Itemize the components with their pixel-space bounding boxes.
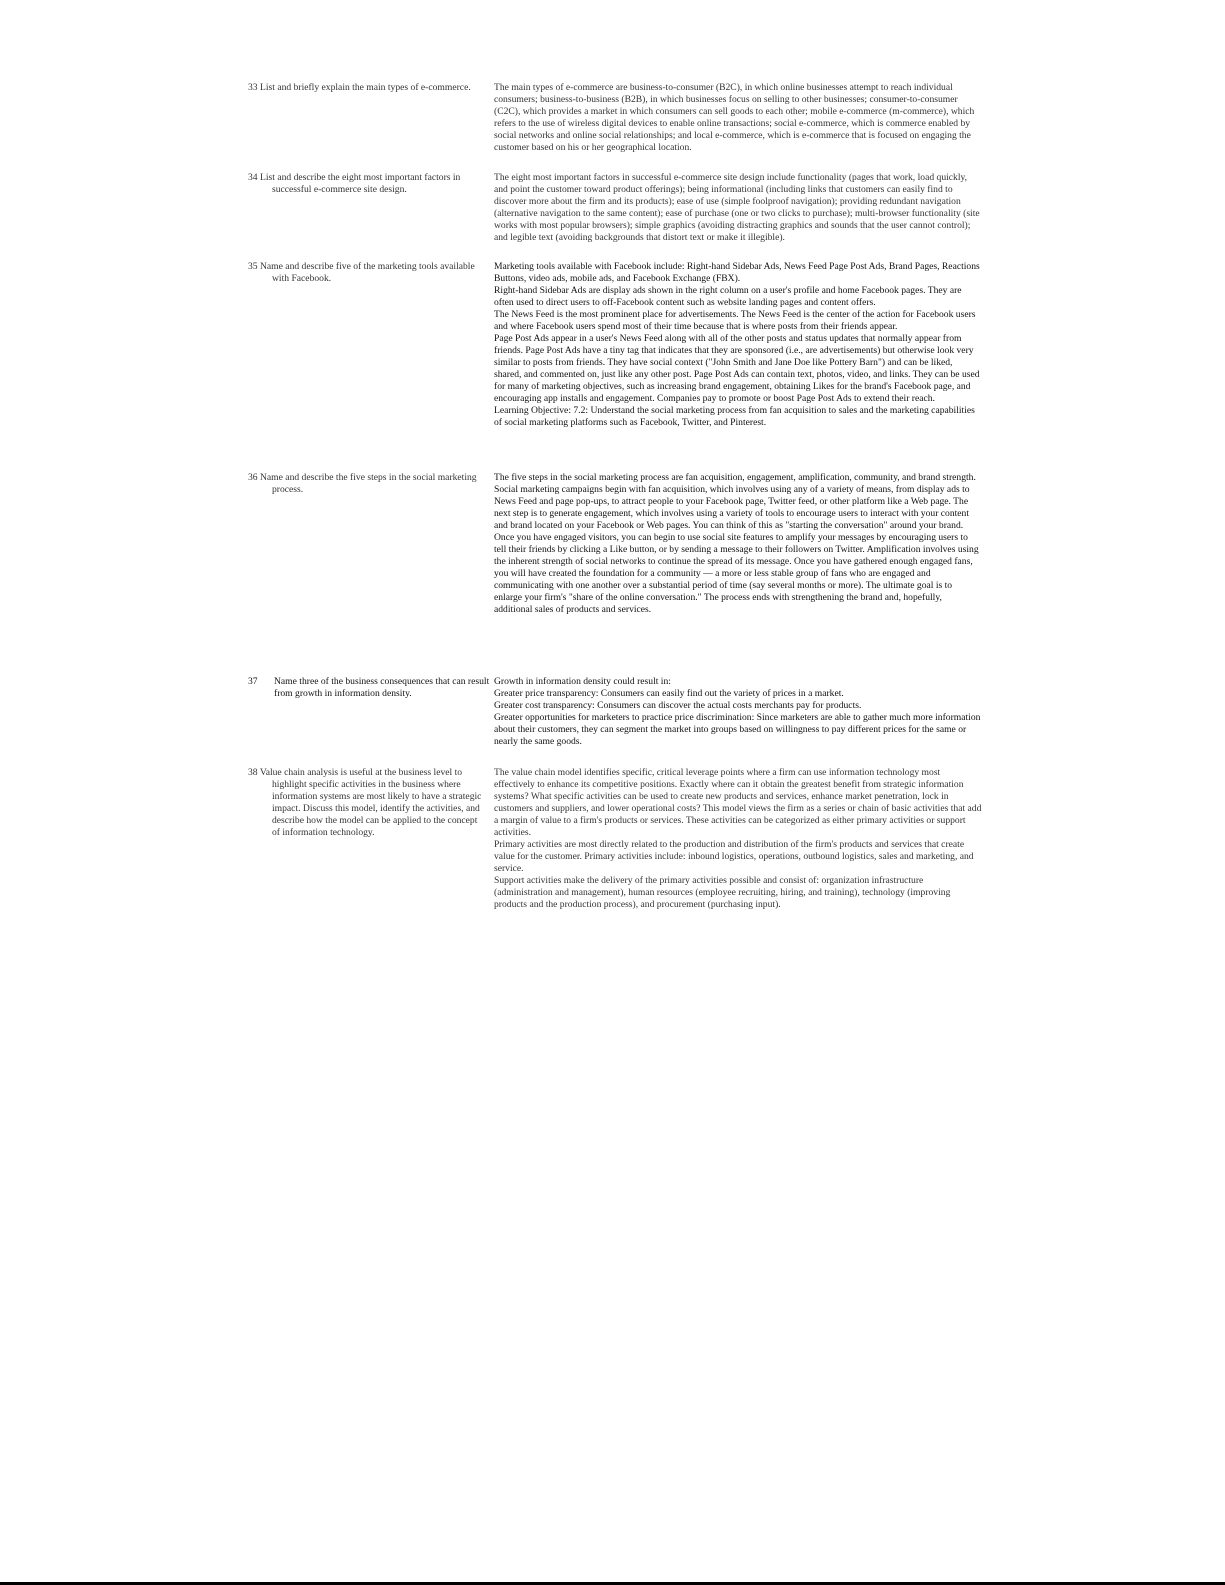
answer-paragraph: The value chain model identifies specific, critical leverage points where a firm can use information technology most effectively to enhance its competitive positions. Exactly where can it obtain the greatest benefit from strategic information systems? What specific activities can be used to create new products and services, enhance market penetration, lock in customers and suppliers, and lower operational costs? This model views the firm as a series or chain of basic activities that add a margin of value to a firm's products or services. These activities can be categorized as either primary activities or support activities. [494, 767, 982, 838]
answer-paragraph: Social marketing campaigns begin with fan acquisition, which involves using any of a variety of means, from display ads to News Feed and page pop-ups, to attract people to your Facebook page, Twitter feed, or other platform like a Web page. The next step is to generate engagement, which involves using a variety of tools to encourage users to interact with your content and brand located on your Facebook or Web pages. You can think of this as "starting the conversation" around your brand. [494, 484, 970, 531]
question-number: 37 [248, 676, 258, 687]
answer-paragraph: Primary activities are most directly related to the production and distribution of the firm's products and services that create value for the customer. Primary activities include: inbound logistics, operations, outbound logistics, sales and marketing, and service. [494, 839, 974, 874]
answer-34 [494, 172, 982, 244]
answer-37 [494, 676, 982, 748]
question-number: 34 [248, 172, 258, 183]
answer-paragraph: Support activities make the delivery of the primary activities possible and consist of: organization infrastructure (administration and management), human resources (employee recruiting, hiring, and training), technology (improving products and the production process), and procurement (purchasing input). [494, 875, 951, 910]
question-number: 33 [248, 82, 258, 93]
question-36 [248, 472, 482, 496]
answer-paragraph: The main types of e-commerce are business-to-consumer (B2C), in which online businesses attempt to reach individual consumers; business-to-business (B2B), in which businesses focus on selling to other businesses; consumer-to-consumer (C2C), which provides a market in which consumers can sell goods to each other; mobile e-commerce (m-commerce), which refers to the use of wireless digital devices to enable online transactions; social e-commerce, which is commerce enabled by social networks and online social relationships; and local e-commerce, which is e-commerce that is focused on engaging the customer based on his or her geographical location. [494, 82, 975, 153]
answer-paragraph: Greater price transparency: Consumers can easily find out the variety of prices in a market. [494, 688, 844, 699]
question-number: 36 [248, 472, 258, 483]
answer-paragraph: The five steps in the social marketing process are fan acquisition, engagement, amplification, community, and brand strength. [494, 472, 976, 483]
answer-paragraph: The eight most important factors in successful e-commerce site design include functionality (pages that work, load quickly, and point the customer toward product offerings); being informational (including links that customers can easily find to discover more about the firm and its products); ease of use (simple foolproof navigation); providing redundant navigation (alternative navigation to the same content); ease of purchase (one or two clicks to purchase); multi-browser functionality (site works with most popular browsers); simple graphics (avoiding distracting graphics and sounds that the user cannot control); and legible text (avoiding backgrounds that distort text or make it illegible). [494, 172, 980, 243]
question-33 [248, 82, 482, 94]
answer-paragraph: Greater cost transparency: Consumers can discover the actual costs merchants pay for products. [494, 700, 862, 711]
question-34 [248, 172, 482, 196]
answer-paragraph: Page Post Ads appear in a user's News Feed along with all of the other posts and status updates that normally appear from friends. Page Post Ads have a tiny tag that indicates that they are sponsored (i.e., are advertisements) but otherwise look very similar to posts from friends. They have social context ("John Smith and Jane Doe like Pottery Barn") and can be liked, shared, and commented on, just like any other post. Page Post Ads can contain text, photos, video, and links. They can be used for many of marketing objectives, such as increasing brand engagement, obtaining Likes for the brand's Facebook page, and encouraging app installs and engagement. Companies pay to promote or boost Page Post Ads to extend their reach. [494, 333, 980, 404]
question-number: 38 [248, 767, 258, 778]
question-text: List and describe the eight most important factors in successful e-commerce site design. [260, 172, 461, 195]
answer-paragraph: The News Feed is the most prominent place for advertisements. The News Feed is the center of the action for Facebook users and where Facebook users spend most of their time because that is where posts from their friends appear. [494, 309, 976, 332]
question-text: Name and describe the five steps in the social marketing process. [260, 472, 477, 495]
answer-paragraph: Learning Objective: 7.2: Understand the social marketing process from fan acquisition to sales and the marketing capabilities of social marketing platforms such as Facebook, Twitter, and Pinterest. [494, 405, 975, 428]
question-text: Name three of the business consequences that can result from growth in information density. [274, 676, 490, 699]
question-38 [248, 767, 482, 839]
answer-paragraph: Marketing tools available with Facebook include: Right-hand Sidebar Ads, News Feed Page Post Ads, Brand Pages, Reactions Buttons, video ads, mobile ads, and Facebook Exchange (FBX). [494, 261, 980, 284]
answer-38 [494, 767, 982, 911]
question-text: Value chain analysis is useful at the business level to highlight specific activities in the business where information systems are most likely to have a strategic impact. Discuss this model, identify the activities, and describe how the model can be applied to the concept of information technology. [259, 767, 482, 838]
answer-paragraph: Greater opportunities for marketers to practice price discrimination: Since marketers are able to gather much more information about their customers, they can segment the market into groups based on willingness to pay different prices for the same or nearly the same goods. [494, 712, 981, 747]
answer-paragraph: Right-hand Sidebar Ads are display ads shown in the right column on a user's profile and home Facebook pages. They are often used to direct users to off-Facebook content such as website landing pages and content offers. [494, 285, 962, 308]
answer-paragraph: Growth in information density could result in: [494, 676, 671, 687]
question-35 [248, 261, 482, 285]
answer-paragraph: Once you have engaged visitors, you can begin to use social site features to amplify your messages by encouraging users to tell their friends by clicking a Like button, or by sending a message to their followers on Twitter. Amplification involves using the inherent strength of social networks to continue the spread of its message. Once you have gathered enough engaged fans, you will have created the foundation for a community — a more or less stable group of fans who are engaged and communicating with one another over a substantial period of time (say several months or more). The ultimate goal is to enlarge your firm's "share of the online conversation." The process ends with strengthening the brand and, hopefully, additional sales of products and services. [494, 532, 979, 615]
answer-33 [494, 82, 982, 154]
question-text: Name and describe five of the marketing tools available with Facebook. [260, 261, 475, 284]
answer-36 [494, 472, 982, 616]
question-text: List and briefly explain the main types of e-commerce. [260, 82, 471, 93]
question-number: 35 [248, 261, 258, 272]
answer-35 [494, 261, 982, 429]
